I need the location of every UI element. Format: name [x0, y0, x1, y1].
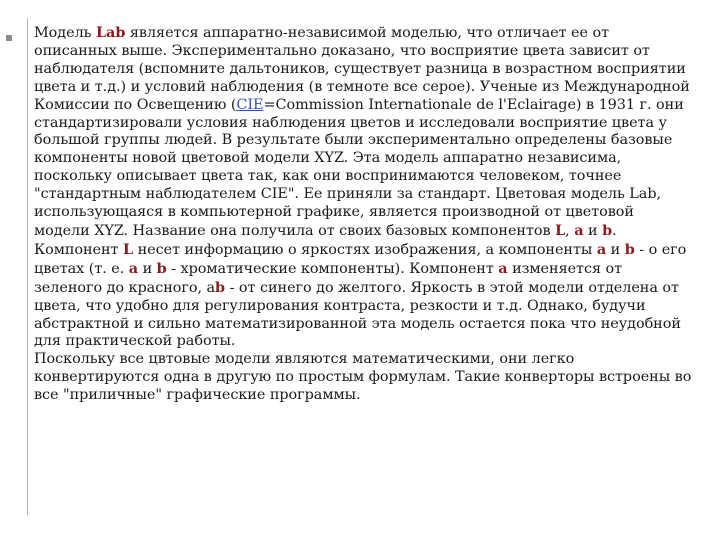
- component-l: L: [555, 221, 566, 239]
- component-a: a: [498, 259, 508, 277]
- text-run: - от синего до желтого. Яркость в этой модели отделена от цвета, что удобно для регулирования контраста, резкости и т.д. Однако, будучи абстрактной и сильно математизированной эта модель остается пока что неудобной для практической работы.: [34, 279, 681, 350]
- text-run: и: [138, 260, 157, 277]
- bullet-square-icon: [6, 35, 12, 41]
- text-run: и: [606, 241, 625, 258]
- text-run: =Commission Internationale de l'Eclairage) в 1931 г. они стандартизировали условия наблюдения цветов и исследовали восприятие цвета у большой группы людей. В результате были экспериментально определены базовые компоненты новой цветовой модели XYZ. Эта модель аппаратно независима, поскольку описывает цвета так, как они воспринимаются человеком, точнее "стандартным наблюдателем CIE". Ее приняли за стандарт. Цветовая модель Lab, использующаяся в компьютерной графике, является производной от цветовой модели XYZ. Название она получила от своих базовых компонентов: [34, 96, 684, 239]
- paragraph-lab-model: [34, 24, 694, 351]
- component-a: a: [574, 221, 584, 239]
- text-run: ,: [565, 222, 575, 239]
- text-run: - хроматические компоненты). Компонент: [166, 260, 499, 277]
- component-b: b: [156, 259, 167, 277]
- component-l: L: [123, 240, 134, 258]
- component-b: b: [624, 240, 635, 258]
- text-run: изменяется от зеленого до красного, а: [34, 260, 623, 296]
- text-run: является аппаратно-независимой моделью, что отличает ее от описанных выше. Экспериментально доказано, что восприятие цвета зависит от наблюдателя (вспомните дальтоников, существует разница в возрастном восприятии цвета и т.д.) и условий наблюдения (в темноте все серое). Ученые из Международной Комиссии по Освещению (: [34, 25, 690, 113]
- text-run: . Компонент: [34, 222, 617, 258]
- cie-link[interactable]: CIE: [236, 96, 264, 113]
- paragraph-conversion: Поскольку все цвтовые модели являются математическими, они легко конвертируются одна в другую по простым формулам. Такие конверторы встроены во все "приличные" графические программы.: [34, 351, 692, 404]
- text-run: - о его цветах (т. е.: [34, 241, 687, 277]
- component-a: a: [128, 259, 139, 277]
- text-run: Модель: [34, 25, 96, 41]
- component-b: b: [215, 278, 226, 296]
- slide-frame-line: [27, 18, 28, 515]
- component-b: b: [602, 221, 613, 239]
- text-run: несет информацию о яркостях изображения, а компоненты: [133, 241, 597, 258]
- text-run: и: [583, 222, 603, 239]
- slide-text: [34, 24, 694, 405]
- term-lab: Lab: [95, 24, 126, 41]
- component-a: a: [596, 240, 607, 258]
